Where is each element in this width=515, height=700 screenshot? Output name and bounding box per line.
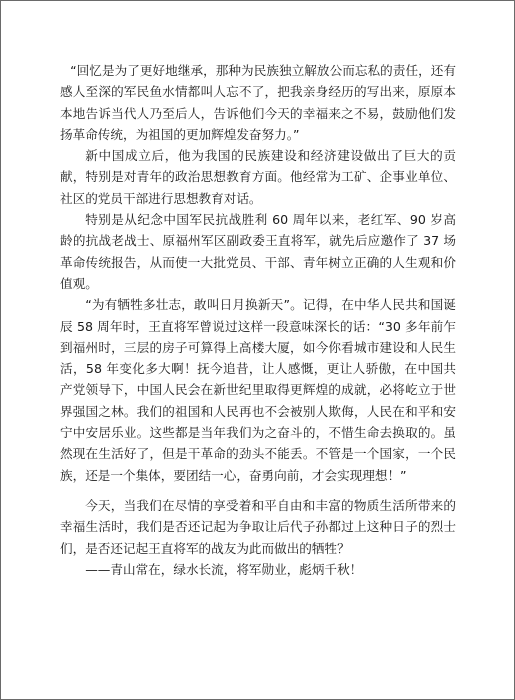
document-body	[60, 60, 456, 580]
paragraph-gap	[60, 486, 456, 495]
paragraph-anniversary-reports: 特别是从纪念中国军民抗战胜利 60 周年以来，老红军、90 岁高龄的抗战老战士、原福州军区副政委王直将军，就先后应邀作了 37 场革命传统报告，从而使一大批党员、干部、青年树立正确的人生观和价值观。	[60, 212, 456, 291]
paragraph-general-speech: “为有牺牲多壮志，敢叫日月换新天”。记得，在中华人民共和国诞辰 58 周年时，王直将军曾说过这样一段意味深长的话：“30 多年前乍到福州时，三层的房子可算得上高楼大厦，如今你看城市建设和人民生活，58 年变化多大啊！抚今追昔，让人感慨，更让人骄傲，在中国共产党领导下，中国人民会在新世纪里取得更辉煌的成就，必将屹立于世界强国之林。我们的祖国和人民再也不会被别人欺侮，人民在和平和安宁中安居乐业。这些都是当年我们为之奋斗的，不惜生命去换取的。虽然现在生活好了，但是干革命的劲头不能丢。不管是一个国家，一个民族，还是一个集体，要团结一心，奋勇向前，才会实现理想！”	[60, 297, 456, 483]
paragraph-after-founding: 新中国成立后，他为我国的民族建设和经济建设做出了巨大的贡献，特别是对青年的政治思想教育方面。他经常为工矿、企事业单位、社区的党员干部进行思想教育对话。	[60, 148, 456, 206]
paragraph-today-reflection: 今天，当我们在尽情的享受着和平自由和丰富的物质生活所带来的幸福生活时，我们是否还记起为争取让后代子孙都过上这种日子的烈士们，是否还记起王直将军的战友为此而做出的牺牲？	[60, 497, 456, 556]
paragraph-quote-memory: “回忆是为了更好地继承，那种为民族独立解放公而忘私的责任，还有感人至深的军民鱼水情都叫人忘不了，把我亲身经历的写出来，原原本本地告诉当代人乃至后人，告诉他们今天的幸福来之不易，鼓励他们发扬革命传统，为祖国的更加辉煌发奋努力。”	[60, 63, 456, 142]
paragraph-closing-tribute: ——青山常在，绿水长流，将军勋业，彪炳千秋！	[85, 561, 363, 577]
